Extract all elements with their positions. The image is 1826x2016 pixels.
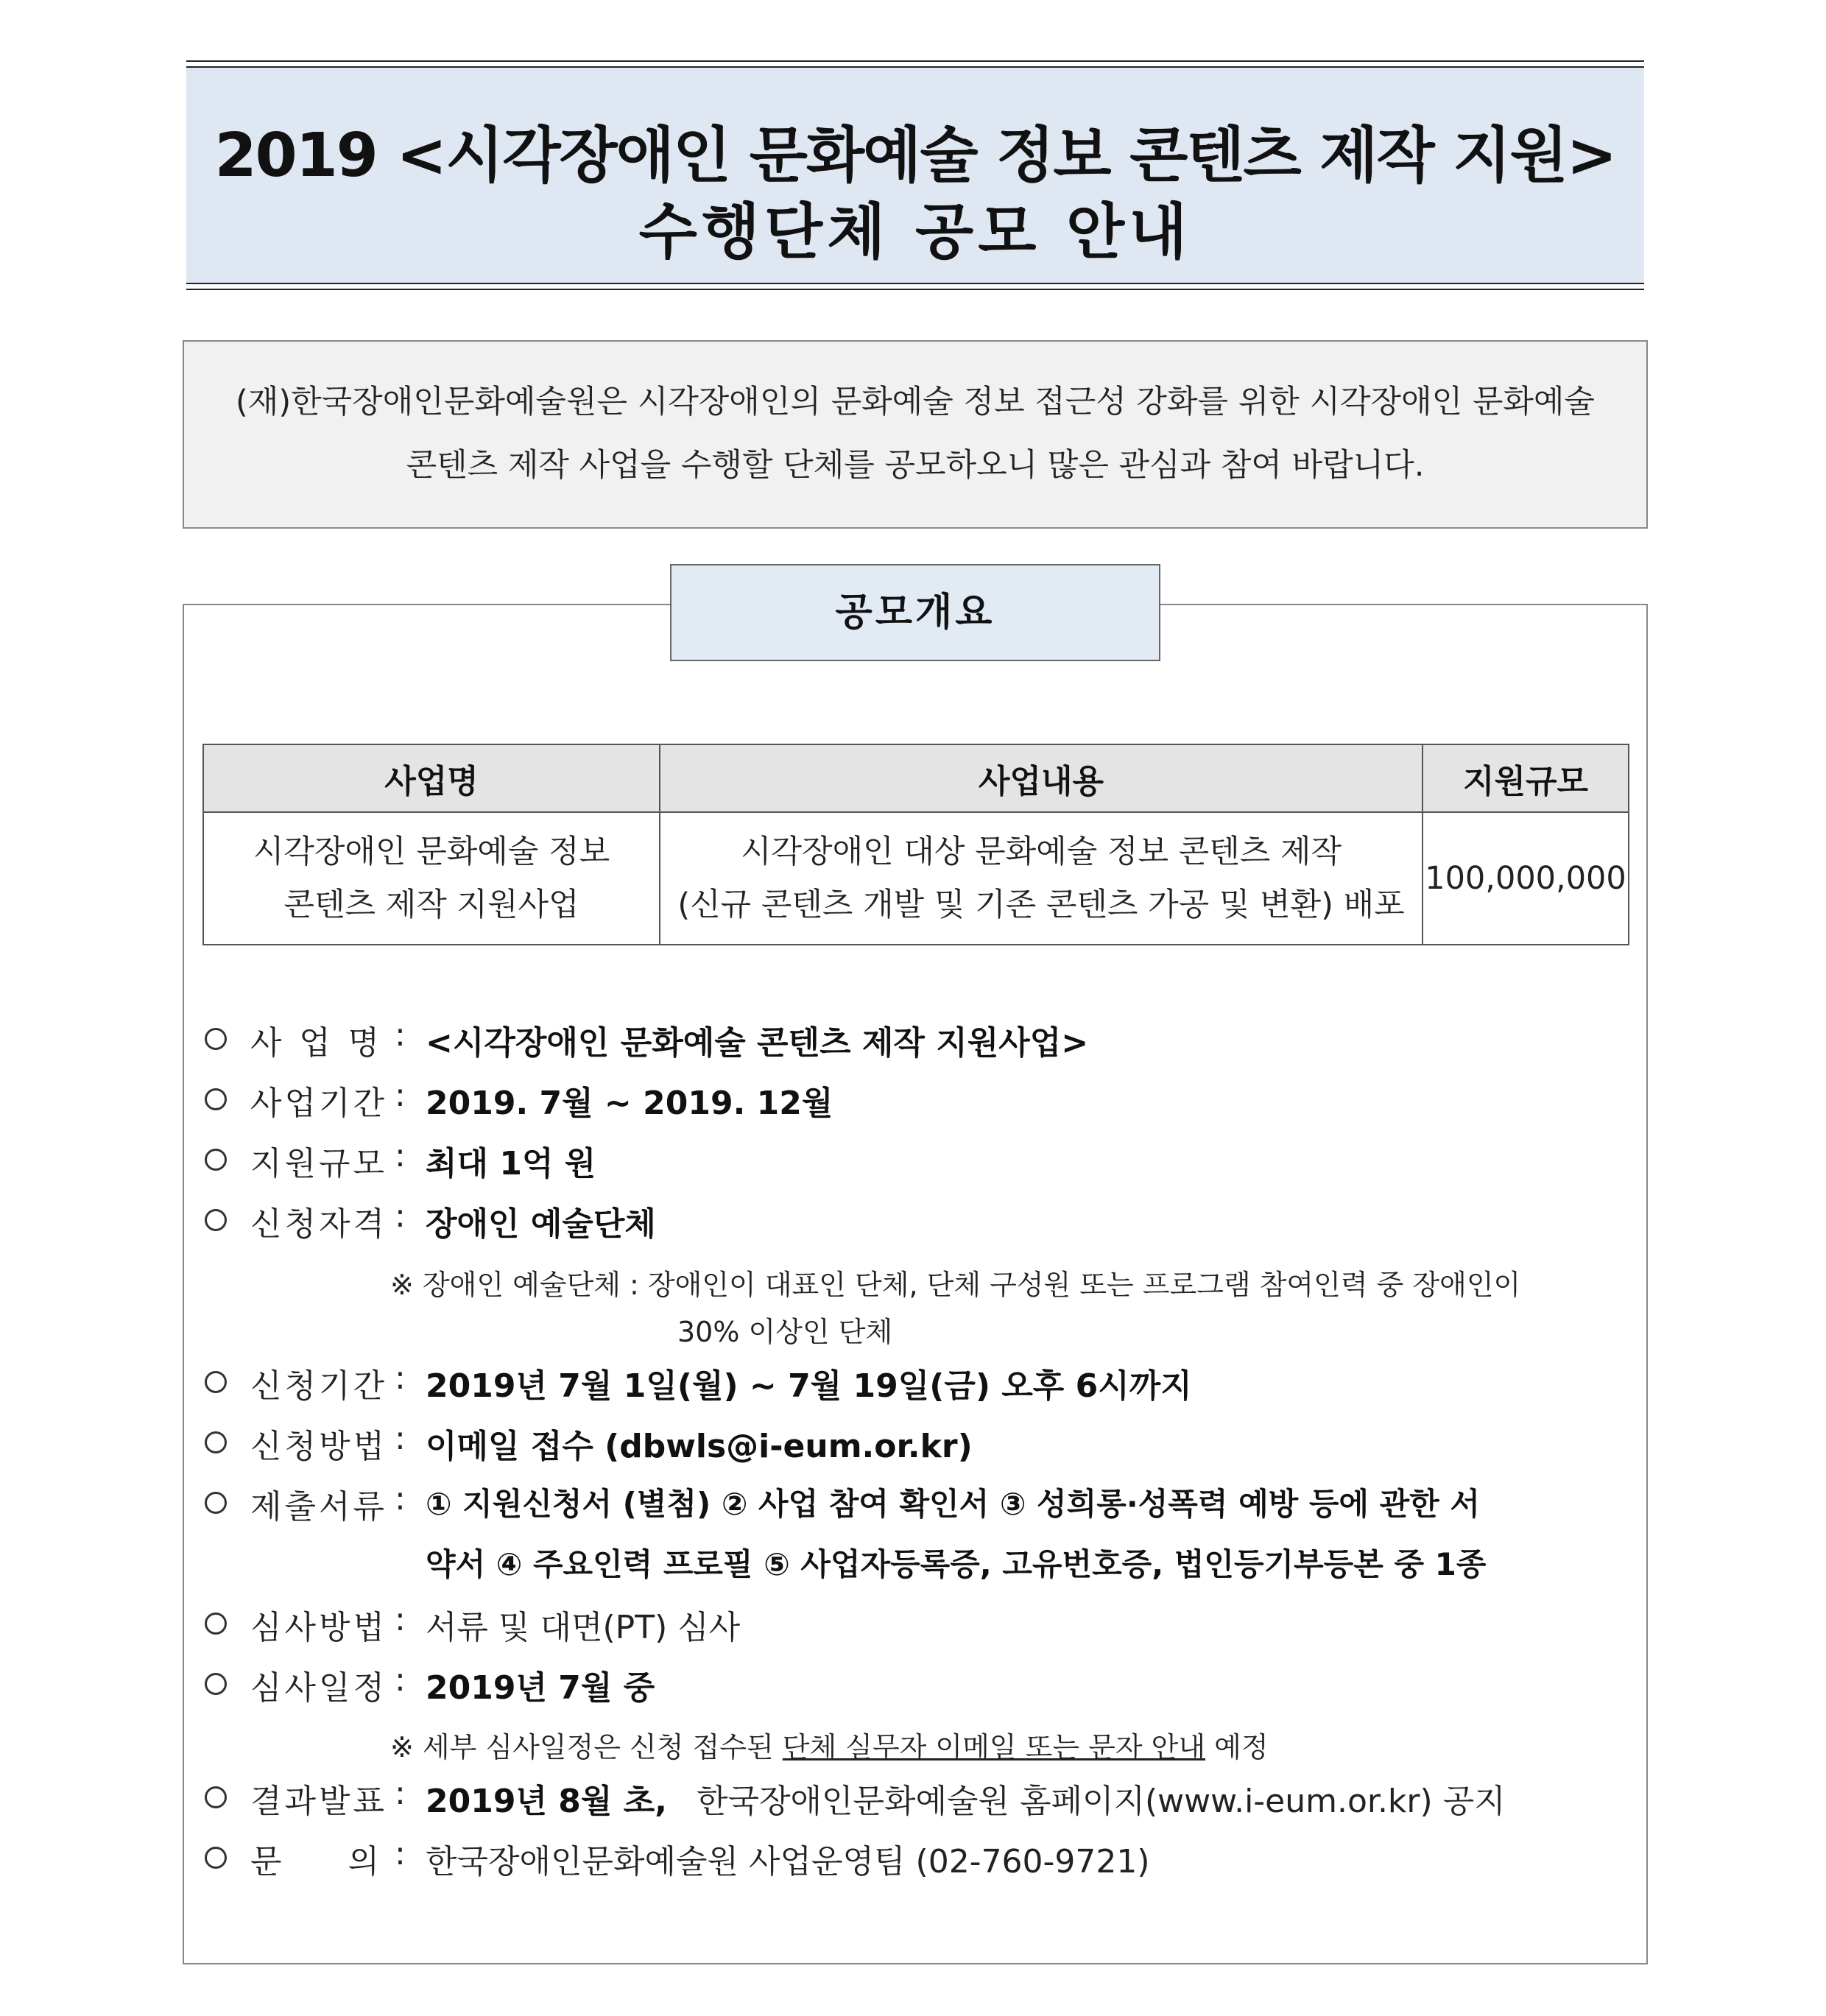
cell-content-line2: (신규 콘텐츠 개발 및 기존 콘텐츠 가공 및 변환) 배포 xyxy=(677,887,1405,923)
bullet-icon xyxy=(205,1088,227,1110)
review-note xyxy=(390,1724,1269,1765)
cell-content-line1: 시각장애인 대상 문화예술 정보 콘텐츠 제작 xyxy=(740,833,1342,870)
label-char: 명 xyxy=(348,1024,379,1062)
page-title-line1: 2019 <시각장애인 문화예술 정보 콘텐츠 제작 지원> xyxy=(214,121,1616,191)
item-value: 장애인 예술단체 xyxy=(426,1205,656,1243)
header-support-scale: 지원규모 xyxy=(1423,744,1629,812)
bullet-icon xyxy=(205,1847,227,1869)
item-colon: : xyxy=(395,1601,406,1638)
item-label xyxy=(250,1835,379,1882)
item-value: ① 지원신청서 (별첨) ② 사업 참여 확인서 ③ 성희롱·성폭력 예방 등에 관한 서 xyxy=(426,1486,1480,1522)
section-title: 공모개요 xyxy=(670,564,1160,661)
item-colon: : xyxy=(395,1197,406,1235)
item-label xyxy=(250,1016,379,1063)
item-value: 이메일 접수 (dbwls@i-eum.or.kr) xyxy=(426,1428,973,1465)
cell-project-content xyxy=(660,812,1423,945)
item-colon: : xyxy=(395,1661,406,1699)
label-char: 사 xyxy=(250,1024,282,1062)
title-rule-top xyxy=(186,66,1644,68)
item-value: 최대 1억 원 xyxy=(426,1145,596,1183)
header-project-content: 사업내용 xyxy=(660,744,1423,812)
result-date: 2019년 8월 초, xyxy=(426,1783,667,1820)
item-colon: : xyxy=(395,1076,406,1114)
table-row xyxy=(203,812,1629,945)
label-char: 의 xyxy=(348,1843,379,1881)
bullet-icon xyxy=(205,1786,227,1808)
intro-line1: (재)한국장애인문화예술원은 시각장애인의 문화예술 정보 접근성 강화를 위한 시각장애인 문화예술 xyxy=(236,384,1595,420)
intro-box xyxy=(183,340,1648,529)
item-colon: : xyxy=(395,1480,406,1518)
item-value: <시각장애인 문화예술 콘텐츠 제작 지원사업> xyxy=(426,1024,1089,1062)
item-label: 제출서류 xyxy=(250,1488,388,1526)
item-label: 신청자격 xyxy=(250,1205,388,1243)
review-note-suffix: 예정 xyxy=(1205,1731,1269,1763)
item-value: 한국장애인문화예술원 사업운영팀 (02-760-9721) xyxy=(426,1843,1150,1881)
cell-project-name-line1: 시각장애인 문화예술 정보 xyxy=(253,833,610,870)
item-colon: : xyxy=(395,1835,406,1872)
item-label: 지원규모 xyxy=(250,1145,388,1183)
bullet-icon xyxy=(205,1209,227,1231)
item-colon: : xyxy=(395,1016,406,1054)
bullet-icon xyxy=(205,1613,227,1635)
eligibility-note-line1: ※ 장애인 예술단체 : 장애인이 대표인 단체, 단체 구성원 또는 프로그램 참여인력 중 장애인이 xyxy=(390,1269,1521,1301)
title-banner xyxy=(186,66,1644,284)
item-value: 2019년 7월 1일(월) ~ 7월 19일(금) 오후 6시까지 xyxy=(426,1367,1192,1405)
cell-support-amount: 100,000,000 xyxy=(1423,812,1629,945)
item-label: 신청방법 xyxy=(250,1428,388,1465)
item-colon: : xyxy=(395,1774,406,1812)
cell-project-name-line2: 콘텐츠 제작 지원사업 xyxy=(283,887,579,923)
item-label: 심사방법 xyxy=(250,1609,388,1646)
bullet-icon xyxy=(205,1673,227,1695)
bullet-icon xyxy=(205,1492,227,1514)
item-value: 서류 및 대면(PT) 심사 xyxy=(426,1609,741,1646)
bullet-icon xyxy=(205,1371,227,1393)
item-colon: : xyxy=(395,1420,406,1457)
item-value: 2019. 7월 ~ 2019. 12월 xyxy=(426,1085,833,1122)
title-rule-bottom xyxy=(186,283,1644,284)
header-project-name: 사업명 xyxy=(203,744,660,812)
item-label: 심사일정 xyxy=(250,1669,388,1707)
table-header-row xyxy=(203,744,1629,812)
bullet-icon xyxy=(205,1028,227,1050)
item-value: 2019년 7월 중 xyxy=(426,1669,655,1707)
item-label: 사업기간 xyxy=(250,1085,388,1122)
review-note-underlined: 단체 실무자 이메일 또는 문자 안내 xyxy=(782,1731,1206,1763)
label-char: 문 xyxy=(250,1843,282,1881)
bullet-icon xyxy=(205,1431,227,1453)
item-colon: : xyxy=(395,1137,406,1174)
result-detail: 한국장애인문화예술원 홈페이지(www.i-eum.or.kr) 공지 xyxy=(696,1783,1506,1820)
intro-line2: 콘텐츠 제작 사업을 수행할 단체를 공모하오니 많은 관심과 참여 바랍니다. xyxy=(406,447,1425,484)
summary-table xyxy=(202,744,1629,945)
label-char: 업 xyxy=(299,1024,331,1062)
eligibility-note-line2: 30% 이상인 단체 xyxy=(677,1316,893,1348)
item-value xyxy=(426,1774,1506,1822)
item-label: 결과발표 xyxy=(250,1783,388,1820)
item-label: 신청기간 xyxy=(250,1367,388,1405)
bullet-icon xyxy=(205,1149,227,1171)
item-value-cont: 약서 ④ 주요인력 프로필 ⑤ 사업자등록증, 고유번호증, 법인등기부등본 중 1종 xyxy=(426,1546,1487,1582)
page-title-line2: 수행단체 공모 안내 xyxy=(638,197,1192,267)
review-note-prefix: ※ 세부 심사일정은 신청 접수된 xyxy=(390,1731,783,1763)
item-colon: : xyxy=(395,1359,406,1397)
cell-project-name xyxy=(203,812,660,945)
